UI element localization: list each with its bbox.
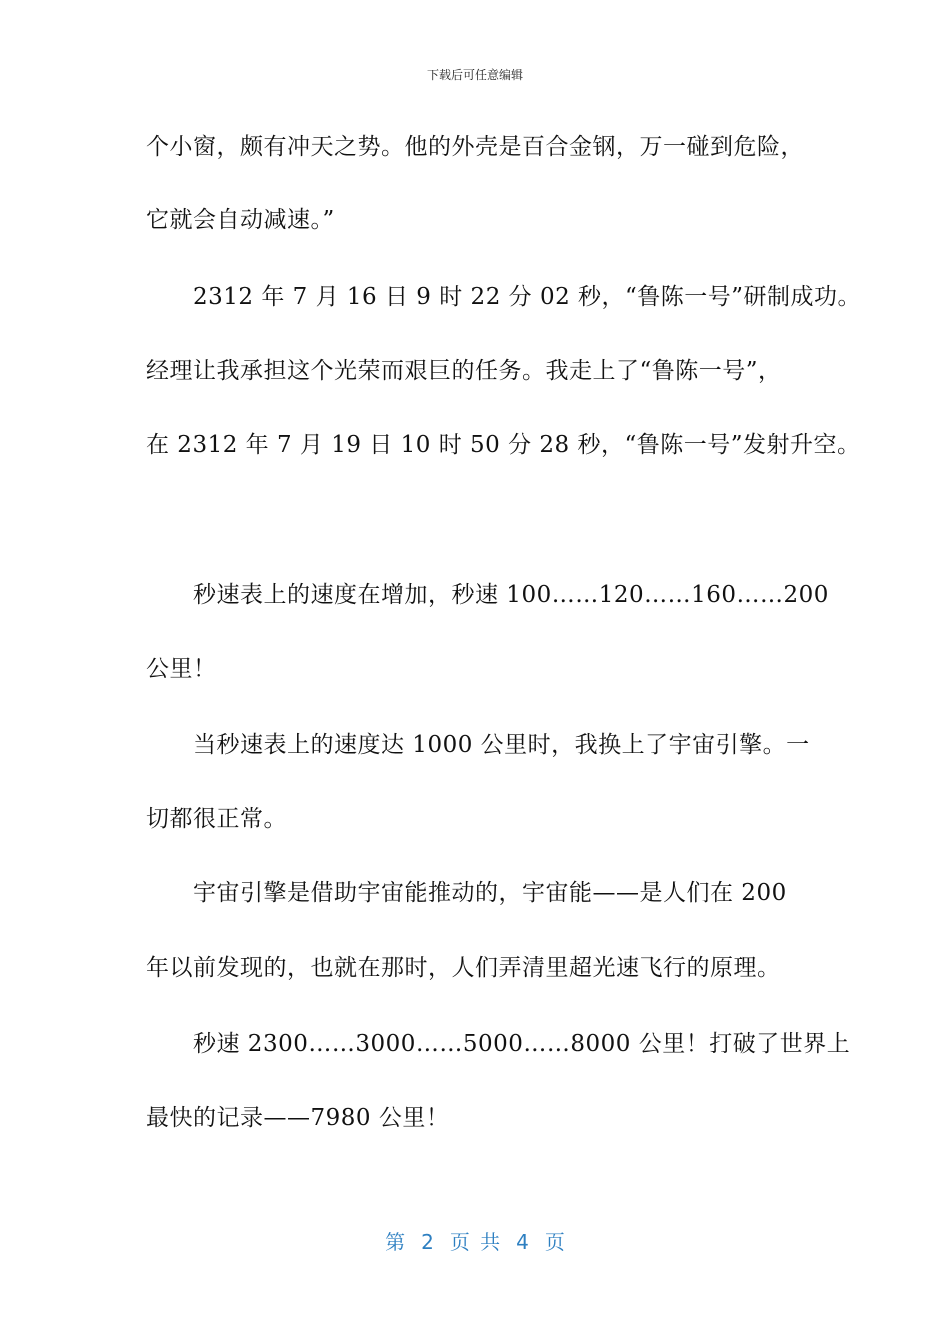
text-line: 经理让我承担这个光荣而艰巨的任务。我走上了“鲁陈一号”， — [146, 358, 782, 384]
total-pages-number: 4 — [516, 1230, 529, 1254]
text-line: 个小窗，颇有冲天之势。他的外壳是百合金钢，万一碰到危险， — [146, 134, 804, 160]
text-line: 切都很正常。 — [146, 806, 287, 832]
page-footer — [0, 1226, 950, 1255]
text-line: 在 2312 年 7 月 19 日 10 时 50 分 28 秒，“鲁陈一号”发射升空。 — [146, 432, 861, 458]
text-line: 它就会自动减速。” — [146, 207, 335, 233]
text-line: 秒速 2300……3000……5000……8000 公里！打破了世界上 — [193, 1031, 851, 1057]
text-line: 宇宙引擎是借助宇宙能推动的，宇宙能——是人们在 200 — [193, 880, 787, 906]
text-line: 最快的记录——7980 公里！ — [146, 1105, 450, 1131]
text-line: 公里！ — [146, 656, 217, 682]
text-line: 2312 年 7 月 16 日 9 时 22 分 02 秒，“鲁陈一号”研制成功。 — [193, 284, 862, 310]
of-label: 页 共 — [449, 1230, 501, 1254]
page-header: 下载后可任意编辑 — [426, 68, 523, 82]
text-line: 秒速表上的速度在增加，秒速 100……120……160……200 — [193, 582, 829, 608]
page-suffix: 页 — [544, 1230, 565, 1254]
page-label: 第 — [385, 1230, 406, 1254]
text-line: 当秒速表上的速度达 1000 公里时，我换上了宇宙引擎。一 — [193, 732, 810, 758]
text-line: 年以前发现的，也就在那时，人们弄清里超光速飞行的原理。 — [146, 955, 781, 981]
current-page-number: 2 — [421, 1230, 434, 1254]
